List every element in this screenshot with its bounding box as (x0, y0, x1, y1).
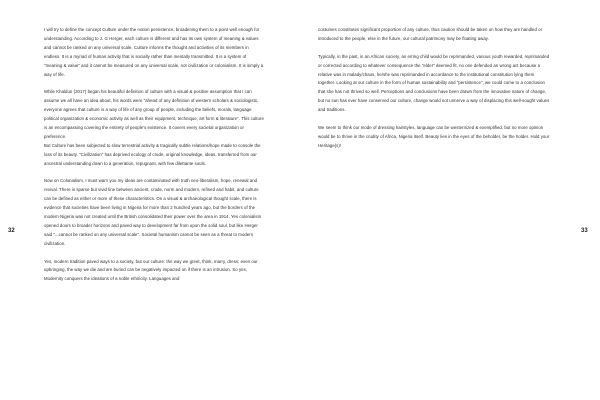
paragraph: costumes constitutes significant proportion of any culture, thus caution should be taken on how they are handled or introduced to the people, else in the future, our cultural patrimony may be floating away. (318, 27, 543, 41)
right-page-text (318, 26, 550, 160)
paragraph: We seem to think our mode of dressing hairstyles, language can be westernized & exemplified, but no more opinion would be to thrive in the crudity of Africa, Nigeria itself. Beauty lies in the eyes of the beholder, be the holder. Hold your Heritage(s)! (318, 124, 550, 148)
left-page-number: 32 (8, 228, 15, 234)
paragraph: While Khaldun (2017) began his beautiful definition of culture with a visual & positive assumption that I can assume we all have an idea about, his words were "ahead of any definition of western scholars & sociologists, everyone agrees that culture is a way of life of any group of people, including the beliefs, morals, language political organization & economic activity as well as their equipment, technique, art form & literature". This culture is an encompassing covering the entirety of people's existence. It covers every societal organization or preference. (44, 89, 264, 139)
paragraph: Now on Colonialism, I must warn you my ideas are contaminated with truth neo-liberalism, hope, renewal and revival. There is sparse but vivid line between ancient, crude, norm and modern, refined and habit, and culture can be defined as either or more of these characteristics. On a visual & archaeological thought scale, there is evidence that societies have been living in Nigeria for more than 2 hundred years ago, but the borders of the modern Nigeria was not created until the British consolidated their power over the area in 1914. Yes colonialism opened doors to broader horizons and paved way to development far from upon the solid soul, but like Herger said "...cannot be ranked on any universal scale". Societal humanism cannot be seen as a threat to modern civilization. (44, 178, 262, 246)
paragraph: Typically, in the past, in an African society, an erring child would be reprimanded, various youth rewarded, reprimanded or corrected according to whatever consequence the "elder" deemed fit, no one defended an wrong act because a relative was in malady/chaos, he/she was reprimanded in accordance to the institutional constitution lying them together. Looking at our culture in the form of human sustainability and "persistence", we could come to a conclusion that she has not thrived so well. Perceptions and conclusions have been drawn from the innovative nature of change, but no sun has ever have conserved our culture, change would not unnerve a way of displacing this well-sought values and traditions. (318, 53, 550, 113)
paragraph: But Culture has been subjected to slow terrestrial activity & tragically subtle relations/hope made to console the loss of its beauty. "Civilization" has deprived ecology of crude, original knowledge, ideas, transferred from our ancestral understanding down to a generation, repugnant, with few dilettante souls. (44, 142, 261, 166)
paragraph: Yes, modern tradition paved ways to a society, but our culture: the way we greet, think, marry, dress; even our upbringing, the way we die and are buried can be negatively impacted on if there is an intrusion. So yes, Modernity conquers the ideations of a noble ethnicity. Languages and (44, 258, 258, 282)
paragraph: I will try to define the concept Culture under the notion persistence, broadening them to a point well enough for understanding. According to J. G Herger, each culture is different and has its own system of meaning & values and cannot be ranked on any universal scale. Culture informs the thought and activities of its members in endless. It is a myriad of human activity that is socially rather than mentally transmitted. It is a system of "meaning & value" and it cannot be measured on any universal scale, not civilization or colonialism. It is simply a way of life. (44, 27, 264, 77)
left-page-text (44, 26, 264, 293)
right-page-number: 33 (581, 228, 588, 234)
